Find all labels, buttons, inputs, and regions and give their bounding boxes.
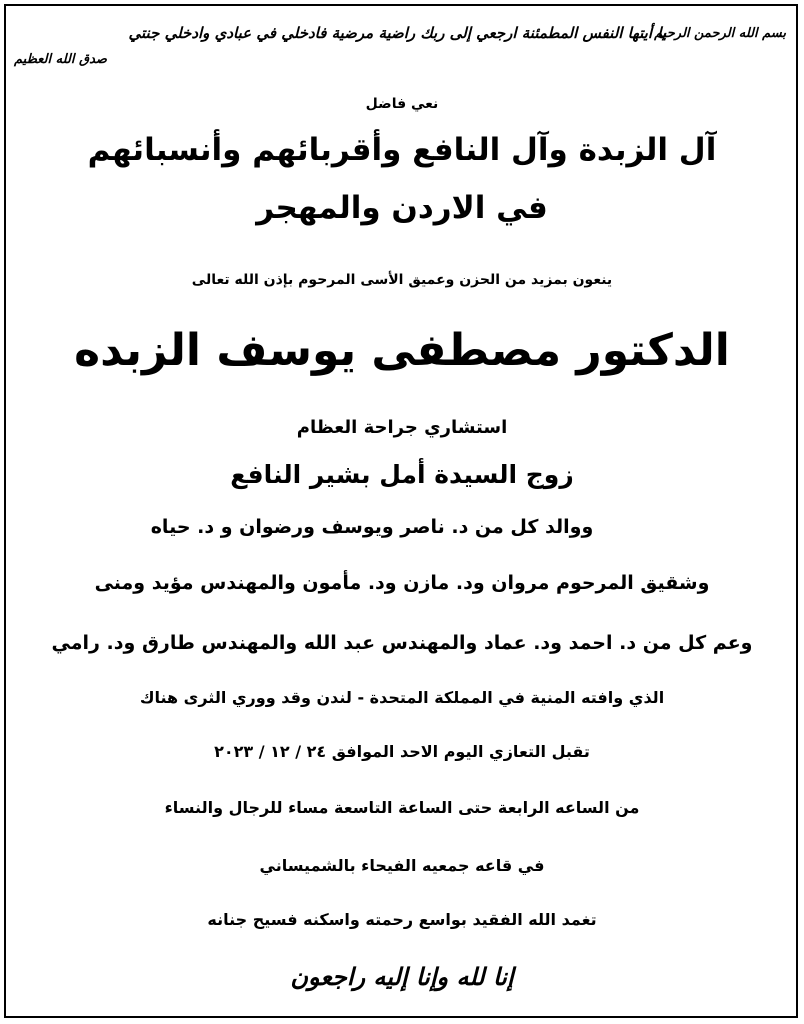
condolence-time-line: من الساعه الرابعة حتى الساعة التاسعة مساء للرجال والنساء (164, 798, 640, 817)
deceased-title: استشاري جراحة العظام (296, 417, 508, 438)
deceased-name: الدكتور مصطفى يوسف الزبده (74, 325, 730, 376)
quran-verse-text: يا أيتها النفس المطمئنة ارجعي إلى ربك راضية مرضية فادخلي في عبادي وادخلي جنتي (128, 24, 666, 42)
sadaqa-text: صدق الله العظيم (14, 52, 107, 67)
families-line-1: آل الزبدة وآل النافع وأقربائهم وأنسبائهم (87, 132, 717, 168)
death-place-line: الذي وافته المنية في المملكة المتحدة - لندن وقد ووري الثرى هناك (139, 688, 665, 707)
closing-verse: إنا لله وإنا إليه راجعون (290, 962, 514, 991)
spouse-line: زوج السيدة أمل بشير النافع (230, 460, 574, 489)
condolence-date-line: تقبل التعازي اليوم الاحد الموافق ٢٤ / ١٢ / ٢٠٢٣ (214, 742, 590, 761)
father-of-line: ووالد كل من د. ناصر ويوسف ورضوان و د. حياه (150, 516, 594, 538)
prayer-line: تغمد الله الفقيد بواسع رحمته واسكنه فسيح جنانه (207, 910, 597, 929)
intro-text: نعي فاضل (365, 96, 439, 112)
families-line-2: في الاردن والمهجر (256, 190, 548, 226)
uncle-of-line: وعم كل من د. احمد ود. عماد والمهندس عبد الله والمهندس طارق ود. رامي (51, 632, 753, 654)
mourn-line: ينعون بمزيد من الحزن وعميق الأسى المرحوم بإذن الله تعالى (191, 272, 613, 288)
basmala-text: بسم الله الرحمن الرحيم (654, 26, 786, 41)
condolence-place-line: في قاعه جمعيه الفيحاء بالشميساني (259, 856, 545, 875)
brother-of-line: وشقيق المرحوم مروان ود. مازن ود. مأمون والمهندس مؤيد ومنى (94, 572, 710, 594)
